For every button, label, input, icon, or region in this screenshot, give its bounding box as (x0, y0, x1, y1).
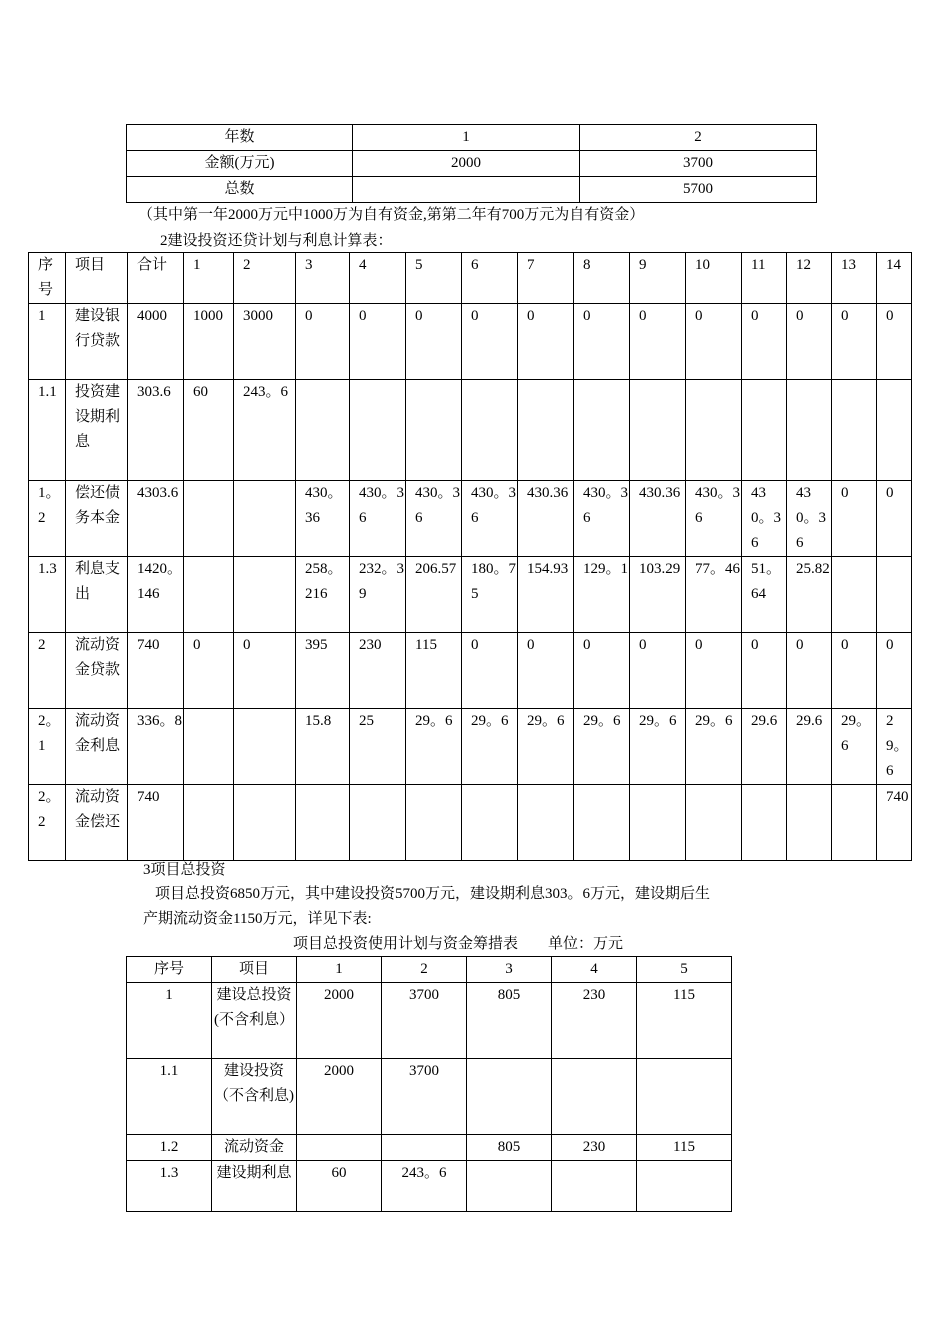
table-cell: 2 (29, 633, 66, 709)
table-cell: 1.1 (127, 1059, 212, 1135)
table-cell: 51。64 (742, 557, 787, 633)
annual-amount-table-body (127, 125, 817, 203)
table-header-cell: 5 (637, 957, 732, 983)
section-2-title: 2建设投资还贷计划与利息计算表： (160, 233, 393, 249)
table-cell: 29。6 (462, 709, 518, 785)
table-cell: 金额(万元) (127, 151, 353, 177)
table-header-cell: 8 (574, 253, 630, 304)
table-header-cell: 5 (406, 253, 462, 304)
table-row (29, 380, 912, 481)
annual-amount-table (126, 124, 817, 203)
table-header-cell: 2 (234, 253, 296, 304)
table-cell (382, 1135, 467, 1161)
table-cell: 15.8 (296, 709, 350, 785)
table-cell: 29。6 (574, 709, 630, 785)
table-cell: 243。6 (382, 1161, 467, 1212)
table-cell: 0 (787, 304, 832, 380)
table-cell: 流动资金利息 (66, 709, 128, 785)
table-cell: 430.36 (518, 481, 574, 557)
table-cell: 0 (686, 633, 742, 709)
table-cell: 1 (29, 304, 66, 380)
table-cell: 偿还债务本金 (66, 481, 128, 557)
table-header-cell: 合计 (128, 253, 184, 304)
paragraph-line-1: 项目总投资6850万元，其中建设投资5700万元，建设期利息303。6万元，建设期后生 (155, 886, 711, 902)
table-cell (832, 785, 877, 861)
loan-repayment-table-body (29, 253, 912, 861)
table-cell: 0 (877, 481, 912, 557)
table-cell: 154.93 (518, 557, 574, 633)
table-cell: 129。1 (574, 557, 630, 633)
table-cell: 1.3 (127, 1161, 212, 1212)
table-cell (353, 177, 580, 203)
table-cell (832, 557, 877, 633)
table-3-caption-title: 项目总投资使用计划与资金筹措表 (293, 936, 519, 952)
table-cell: 1.2 (127, 1135, 212, 1161)
table-header-cell: 12 (787, 253, 832, 304)
table-cell: 0 (686, 304, 742, 380)
table-cell: 年数 (127, 125, 353, 151)
table-cell: 115 (637, 1135, 732, 1161)
table-cell: 0 (832, 481, 877, 557)
table-cell: 0 (184, 633, 234, 709)
table-header-cell: 6 (462, 253, 518, 304)
table-cell: 流动资金贷款 (66, 633, 128, 709)
table-header-cell: 4 (350, 253, 406, 304)
table-cell: 0 (574, 633, 630, 709)
investment-plan-table-body (127, 957, 732, 1212)
table-cell (787, 380, 832, 481)
table-cell (234, 481, 296, 557)
table-header-cell: 13 (832, 253, 877, 304)
table-cell: 建设投资（不含利息) (212, 1059, 297, 1135)
table-cell: 总数 (127, 177, 353, 203)
table-cell: 0 (877, 633, 912, 709)
paragraph-line-2: 产期流动资金1150万元，详见下表: (143, 911, 372, 927)
table-cell: 77。46 (686, 557, 742, 633)
table-cell: 1 (353, 125, 580, 151)
table-cell (184, 785, 234, 861)
table-cell: 258。216 (296, 557, 350, 633)
table-cell: 243。6 (234, 380, 296, 481)
table-cell: 430.36 (630, 481, 686, 557)
table-cell (184, 557, 234, 633)
table-cell: 29。6 (877, 709, 912, 785)
table-cell: 建设期利息 (212, 1161, 297, 1212)
table-cell (467, 1059, 552, 1135)
table-cell (518, 785, 574, 861)
table-cell: 430。36 (296, 481, 350, 557)
table-header-cell: 1 (184, 253, 234, 304)
table-cell (877, 557, 912, 633)
table-cell: 2000 (297, 983, 382, 1059)
table-header-cell: 3 (296, 253, 350, 304)
table-cell (184, 481, 234, 557)
table-cell: 805 (467, 1135, 552, 1161)
table-cell (574, 380, 630, 481)
table-cell: 29。6 (832, 709, 877, 785)
table-cell: 0 (462, 304, 518, 380)
table-cell: 60 (184, 380, 234, 481)
table-cell: 29.6 (787, 709, 832, 785)
table-cell: 1.1 (29, 380, 66, 481)
table-row (29, 304, 912, 380)
table-cell (296, 380, 350, 481)
table-row (127, 983, 732, 1059)
table-cell: 1420。146 (128, 557, 184, 633)
table-cell: 230 (350, 633, 406, 709)
table-cell (630, 380, 686, 481)
table-header-cell: 9 (630, 253, 686, 304)
table-cell (350, 785, 406, 861)
table-cell (686, 380, 742, 481)
table-cell: 740 (128, 785, 184, 861)
table-header-cell: 7 (518, 253, 574, 304)
table-cell: 建设银行贷款 (66, 304, 128, 380)
table-header-cell: 4 (552, 957, 637, 983)
investment-plan-table (126, 956, 732, 1212)
table-cell: 430。36 (350, 481, 406, 557)
table-row (29, 633, 912, 709)
table-cell: 430。36 (462, 481, 518, 557)
table-cell (462, 380, 518, 481)
table-cell: 3700 (580, 151, 817, 177)
table-cell (742, 380, 787, 481)
table-cell (637, 1059, 732, 1135)
table-header-cell: 1 (297, 957, 382, 983)
table-cell (406, 380, 462, 481)
table-cell: 430。36 (787, 481, 832, 557)
table-header-row (29, 253, 912, 304)
table-cell: 0 (350, 304, 406, 380)
table-cell: 0 (832, 633, 877, 709)
table-cell: 740 (877, 785, 912, 861)
loan-repayment-table (28, 252, 912, 861)
table-cell: 805 (467, 983, 552, 1059)
table-cell (552, 1059, 637, 1135)
table-row (127, 177, 817, 203)
table-cell: 740 (128, 633, 184, 709)
table-cell: 206.57 (406, 557, 462, 633)
table-row (29, 709, 912, 785)
table-cell: 0 (574, 304, 630, 380)
table-header-cell: 项目 (66, 253, 128, 304)
table-cell (467, 1161, 552, 1212)
table-cell: 395 (296, 633, 350, 709)
table-header-cell: 11 (742, 253, 787, 304)
table-cell (787, 785, 832, 861)
table-cell: 1.3 (29, 557, 66, 633)
table-cell (574, 785, 630, 861)
table-cell: 5700 (580, 177, 817, 203)
table-cell: 4303.6 (128, 481, 184, 557)
table-cell: 29.6 (742, 709, 787, 785)
table-cell (742, 785, 787, 861)
table-cell: 430。36 (574, 481, 630, 557)
table-cell: 430。36 (686, 481, 742, 557)
table-cell: 0 (234, 633, 296, 709)
table-cell (877, 380, 912, 481)
table-cell: 232。39 (350, 557, 406, 633)
table-cell: 3000 (234, 304, 296, 380)
table-cell: 0 (518, 633, 574, 709)
table-cell: 0 (518, 304, 574, 380)
table-cell: 2000 (353, 151, 580, 177)
table-cell (234, 557, 296, 633)
table-cell: 2。2 (29, 785, 66, 861)
table-row (127, 1135, 732, 1161)
table-3-unit: 单位：万元 (548, 936, 624, 952)
table-cell: 25.82 (787, 557, 832, 633)
table-header-cell: 14 (877, 253, 912, 304)
table-cell: 1。2 (29, 481, 66, 557)
table-cell: 投资建设期利息 (66, 380, 128, 481)
table-cell: 1000 (184, 304, 234, 380)
table-cell: 115 (637, 983, 732, 1059)
table-cell (462, 785, 518, 861)
table-cell (350, 380, 406, 481)
table-cell: 25 (350, 709, 406, 785)
table-row (127, 125, 817, 151)
table-cell (552, 1161, 637, 1212)
table-cell (184, 709, 234, 785)
table-cell: 60 (297, 1161, 382, 1212)
table-cell (518, 380, 574, 481)
table-header-cell: 3 (467, 957, 552, 983)
table-cell: 180。75 (462, 557, 518, 633)
table-cell: 流动资金 (212, 1135, 297, 1161)
table-cell: 2000 (297, 1059, 382, 1135)
table-cell: 29。6 (686, 709, 742, 785)
table-row (127, 151, 817, 177)
table-cell (686, 785, 742, 861)
table-cell (832, 380, 877, 481)
table-header-cell: 项目 (212, 957, 297, 983)
table-cell: 336。8 (128, 709, 184, 785)
table-cell: 0 (296, 304, 350, 380)
table-cell (234, 785, 296, 861)
table-cell: 1 (127, 983, 212, 1059)
table-cell: 0 (406, 304, 462, 380)
table-cell: 建设总投资(不含利息） (212, 983, 297, 1059)
table-cell: 230 (552, 1135, 637, 1161)
table-cell: 115 (406, 633, 462, 709)
table-cell: 流动资金偿还 (66, 785, 128, 861)
self-funding-note: （其中第一年2000万元中1000万为自有资金,第第二年有700万元为自有资金） (138, 207, 645, 223)
table-cell (406, 785, 462, 861)
table-cell: 0 (832, 304, 877, 380)
table-cell: 2 (580, 125, 817, 151)
table-cell: 29。6 (630, 709, 686, 785)
table-cell: 0 (630, 304, 686, 380)
table-cell (637, 1161, 732, 1212)
table-header-cell: 序号 (29, 253, 66, 304)
table-row (127, 1161, 732, 1212)
table-cell: 0 (787, 633, 832, 709)
table-row (127, 1059, 732, 1135)
table-cell: 0 (462, 633, 518, 709)
section-3-title: 3项目总投资 (143, 862, 226, 878)
table-cell: 430。36 (742, 481, 787, 557)
table-row (29, 785, 912, 861)
table-cell: 303.6 (128, 380, 184, 481)
table-cell (296, 785, 350, 861)
table-cell: 103.29 (630, 557, 686, 633)
table-cell (297, 1135, 382, 1161)
table-cell (630, 785, 686, 861)
table-cell: 0 (742, 633, 787, 709)
table-header-cell: 10 (686, 253, 742, 304)
table-cell: 0 (742, 304, 787, 380)
table-cell: 0 (877, 304, 912, 380)
table-header-cell: 序号 (127, 957, 212, 983)
table-header-row (127, 957, 732, 983)
table-cell: 3700 (382, 1059, 467, 1135)
table-row (29, 557, 912, 633)
table-cell (234, 709, 296, 785)
table-3-caption (293, 932, 623, 953)
table-cell: 430。36 (406, 481, 462, 557)
table-cell: 230 (552, 983, 637, 1059)
table-cell: 2。1 (29, 709, 66, 785)
table-cell: 3700 (382, 983, 467, 1059)
table-cell: 4000 (128, 304, 184, 380)
table-header-cell: 2 (382, 957, 467, 983)
table-cell: 29。6 (406, 709, 462, 785)
table-cell: 0 (630, 633, 686, 709)
table-cell: 利息支出 (66, 557, 128, 633)
table-cell: 29。6 (518, 709, 574, 785)
table-row (29, 481, 912, 557)
